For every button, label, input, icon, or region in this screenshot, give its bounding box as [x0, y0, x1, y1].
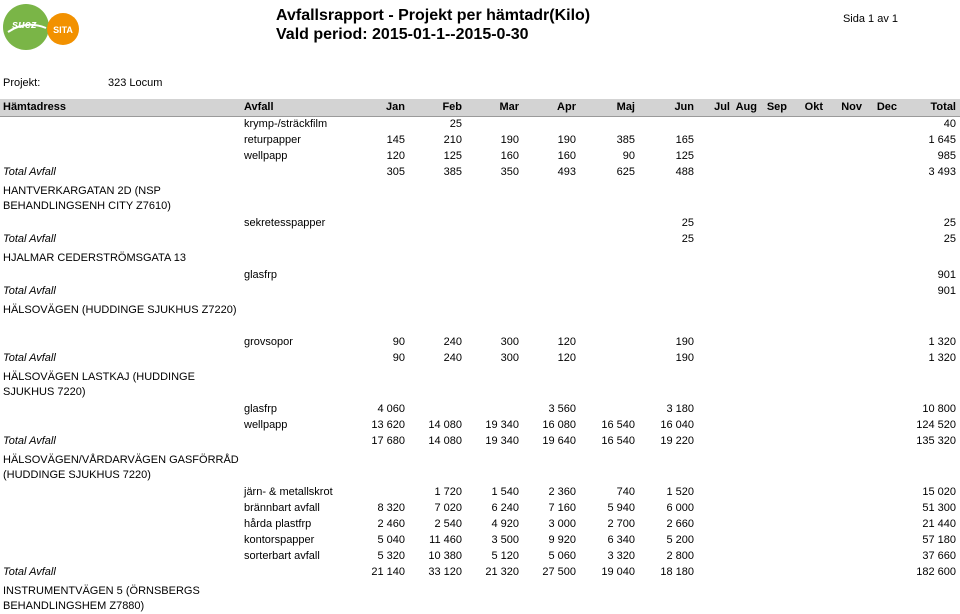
total-value: 14 080	[428, 435, 462, 447]
column-header-11: Okt	[804, 101, 823, 113]
value-cell: 10 380	[428, 550, 462, 562]
total-value: 1 320	[928, 352, 956, 364]
total-value: 182 600	[916, 566, 956, 578]
total-value: 33 120	[428, 566, 462, 578]
address-header: HÄLSOVÄGEN LASTKAJ (HUDDINGE SJUKHUS 7220)	[3, 371, 195, 398]
address-header: HJALMAR CEDERSTRÖMSGATA 13	[3, 252, 186, 264]
value-cell: 5 320	[377, 550, 405, 562]
total-value: 25	[681, 233, 694, 245]
waste-type: kontorspapper	[244, 534, 315, 546]
value-cell: 2 700	[607, 518, 635, 530]
page-number: Sida 1 av 1	[842, 13, 898, 25]
waste-type: returpapper	[244, 134, 301, 146]
value-cell: 1 720	[434, 486, 462, 498]
waste-type: grovsopor	[244, 336, 293, 348]
value-cell: 190	[675, 336, 694, 348]
value-cell: 3 320	[607, 550, 635, 562]
value-cell: 3 180	[666, 403, 694, 415]
total-value: 21 140	[371, 566, 405, 578]
value-cell: 90	[392, 336, 405, 348]
waste-type: sekretesspapper	[244, 217, 326, 229]
column-header-4: Mar	[499, 101, 519, 113]
value-cell: 7 160	[548, 502, 576, 514]
total-value: 240	[443, 352, 462, 364]
value-cell: 160	[500, 150, 519, 162]
column-header-0: Hämtadress	[3, 101, 66, 113]
total-value: 19 040	[601, 566, 635, 578]
column-header-9: Aug	[735, 101, 757, 113]
address-header: HÄLSOVÄGEN (HUDDINGE SJUKHUS Z7220)	[3, 304, 237, 316]
logo-brand-text: suez	[12, 19, 37, 31]
value-cell: 2 360	[548, 486, 576, 498]
value-cell: 40	[943, 118, 956, 130]
value-cell: 5 120	[491, 550, 519, 562]
value-cell: 5 040	[377, 534, 405, 546]
value-cell: 11 460	[429, 534, 462, 546]
value-cell: 901	[937, 269, 956, 281]
value-cell: 145	[386, 134, 405, 146]
value-cell: 3 000	[548, 518, 576, 530]
total-avfall-label: Total Avfall	[3, 566, 56, 578]
total-value: 27 500	[542, 566, 576, 578]
value-cell: 120	[557, 336, 576, 348]
column-header-2: Jan	[386, 101, 405, 113]
value-cell: 2 540	[434, 518, 462, 530]
total-value: 18 180	[660, 566, 694, 578]
column-header-5: Apr	[557, 101, 576, 113]
report-title-line2: Vald period: 2015-01-1--2015-0-30	[276, 26, 529, 43]
value-cell: 4 920	[491, 518, 519, 530]
value-cell: 124 520	[916, 419, 956, 431]
value-cell: 15 020	[922, 486, 956, 498]
value-cell: 51 300	[922, 502, 956, 514]
column-header-12: Nov	[841, 101, 862, 113]
value-cell: 6 240	[491, 502, 519, 514]
value-cell: 300	[500, 336, 519, 348]
logo-sita-text: SITA	[53, 25, 73, 35]
column-header-6: Maj	[616, 101, 635, 113]
value-cell: 14 080	[428, 419, 462, 431]
value-cell: 6 000	[666, 502, 694, 514]
total-avfall-label: Total Avfall	[3, 435, 56, 447]
total-value: 25	[943, 233, 956, 245]
total-value: 493	[557, 166, 576, 178]
value-cell: 160	[557, 150, 576, 162]
value-cell: 190	[500, 134, 519, 146]
value-cell: 385	[616, 134, 635, 146]
total-value: 901	[937, 285, 956, 297]
total-avfall-label: Total Avfall	[3, 233, 56, 245]
value-cell: 19 340	[485, 419, 519, 431]
total-value: 120	[557, 352, 576, 364]
value-cell: 8 320	[377, 502, 405, 514]
total-avfall-label: Total Avfall	[3, 166, 56, 178]
total-value: 385	[443, 166, 462, 178]
column-header-8: Jul	[714, 101, 730, 113]
waste-type: glasfrp	[244, 269, 278, 281]
address-header: HÄLSOVÄGEN/VÅRDARVÄGEN GASFÖRRÅD (HUDDINGE SJUKHUS 7220)	[3, 454, 239, 481]
value-cell: 2 660	[666, 518, 694, 530]
value-cell: 13 620	[371, 419, 405, 431]
value-cell: 985	[937, 150, 956, 162]
column-header-10: Sep	[766, 101, 787, 113]
waste-type: hårda plastfrp	[244, 518, 312, 530]
value-cell: 1 320	[928, 336, 956, 348]
total-value: 19 340	[485, 435, 519, 447]
column-header-7: Jun	[674, 101, 694, 113]
value-cell: 25	[943, 217, 956, 229]
total-value: 19 220	[660, 435, 694, 447]
value-cell: 16 540	[601, 419, 635, 431]
value-cell: 90	[622, 150, 635, 162]
total-value: 19 640	[542, 435, 576, 447]
total-avfall-label: Total Avfall	[3, 352, 56, 364]
value-cell: 5 060	[548, 550, 576, 562]
total-value: 16 540	[601, 435, 635, 447]
project-value: 323 Locum	[108, 77, 163, 89]
waste-type: glasfrp	[244, 403, 278, 415]
suez-sita-logo	[2, 2, 80, 52]
waste-type: krymp-/sträckfilm	[244, 118, 328, 130]
value-cell: 5 940	[607, 502, 635, 514]
value-cell: 1 520	[666, 486, 694, 498]
address-header: INSTRUMENTVÄGEN 5 (ÖRNSBERGS BEHANDLINGSHEM Z7880)	[3, 585, 200, 612]
value-cell: 9 920	[548, 534, 576, 546]
address-header: HANTVERKARGATAN 2D (NSP BEHANDLINGSENH CITY Z7610)	[3, 185, 171, 212]
value-cell: 5 200	[666, 534, 694, 546]
value-cell: 10 800	[922, 403, 956, 415]
total-value: 300	[500, 352, 519, 364]
value-cell: 1 540	[491, 486, 519, 498]
value-cell: 240	[443, 336, 462, 348]
total-value: 17 680	[371, 435, 405, 447]
value-cell: 125	[443, 150, 462, 162]
value-cell: 3 500	[491, 534, 519, 546]
total-value: 90	[392, 352, 405, 364]
value-cell: 25	[449, 118, 462, 130]
report-title-line1: Avfallsrapport - Projekt per hämtadr(Kilo)	[276, 7, 591, 24]
total-value: 3 493	[928, 166, 956, 178]
waste-type: wellpapp	[244, 150, 288, 162]
value-cell: 37 660	[922, 550, 956, 562]
value-cell: 57 180	[922, 534, 956, 546]
column-header-13: Dec	[876, 101, 897, 113]
total-value: 625	[616, 166, 635, 178]
value-cell: 6 340	[607, 534, 635, 546]
value-cell: 16 040	[660, 419, 694, 431]
value-cell: 7 020	[434, 502, 462, 514]
total-value: 21 320	[485, 566, 519, 578]
value-cell: 4 060	[377, 403, 405, 415]
value-cell: 125	[675, 150, 694, 162]
report-title	[276, 6, 590, 44]
value-cell: 16 080	[542, 419, 576, 431]
value-cell: 120	[386, 150, 405, 162]
waste-type: brännbart avfall	[244, 502, 320, 514]
project-label: Projekt:	[3, 77, 41, 89]
waste-type: järn- & metallskrot	[244, 486, 333, 498]
total-value: 488	[675, 166, 694, 178]
value-cell: 740	[616, 486, 635, 498]
total-value: 190	[675, 352, 694, 364]
column-header-1: Avfall	[244, 101, 274, 113]
value-cell: 21 440	[922, 518, 956, 530]
value-cell: 210	[443, 134, 462, 146]
value-cell: 190	[557, 134, 576, 146]
column-header-14: Total	[930, 101, 956, 113]
waste-type: sorterbart avfall	[244, 550, 320, 562]
column-header-3: Feb	[442, 101, 462, 113]
total-value: 135 320	[916, 435, 956, 447]
value-cell: 2 800	[666, 550, 694, 562]
value-cell: 165	[675, 134, 694, 146]
total-value: 305	[386, 166, 405, 178]
total-avfall-label: Total Avfall	[3, 285, 56, 297]
total-value: 350	[500, 166, 519, 178]
value-cell: 1 645	[928, 134, 956, 146]
value-cell: 25	[681, 217, 694, 229]
value-cell: 2 460	[377, 518, 405, 530]
value-cell: 3 560	[548, 403, 576, 415]
waste-type: wellpapp	[244, 419, 288, 431]
